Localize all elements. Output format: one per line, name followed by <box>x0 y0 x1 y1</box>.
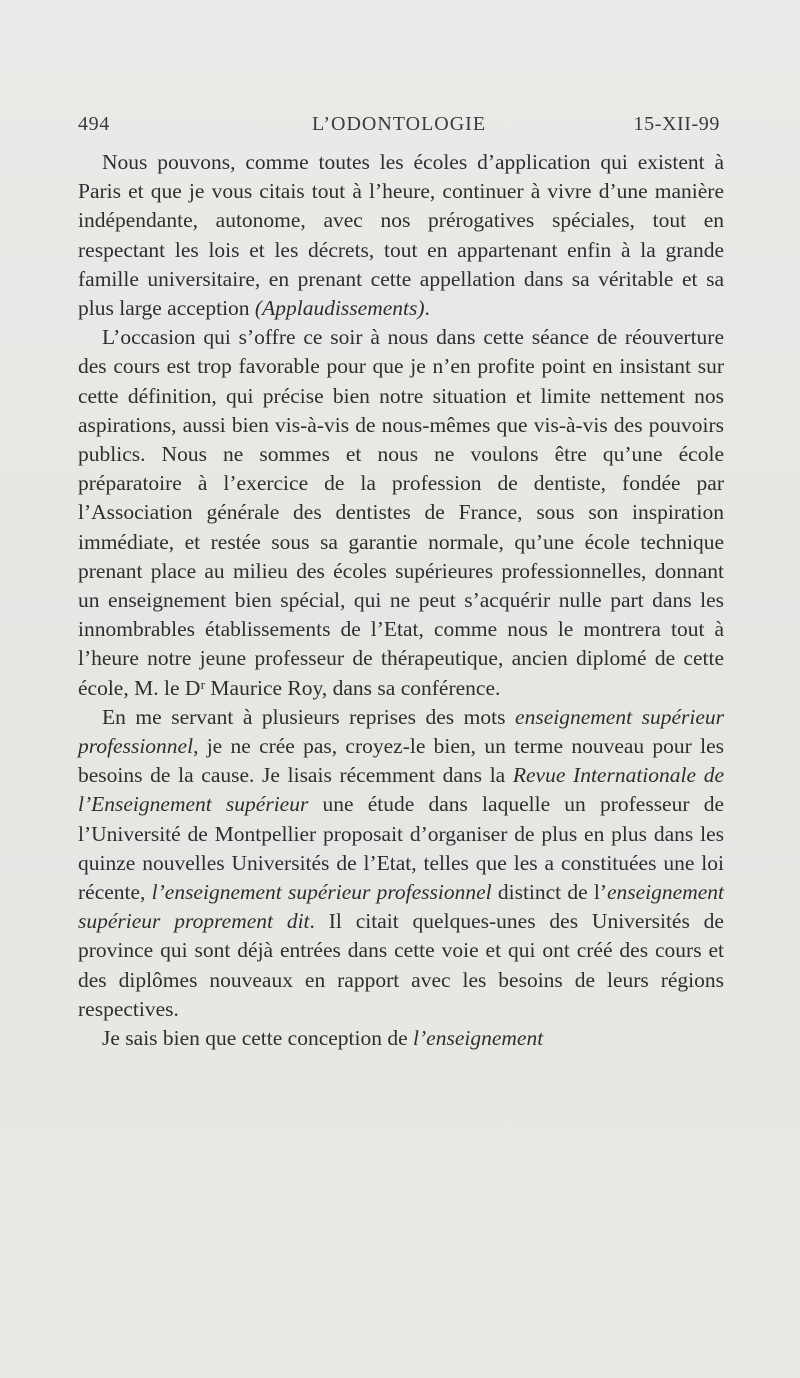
body-text <box>78 148 724 1053</box>
italic-text-run: enseignement supérieur professionnel <box>78 704 725 759</box>
issue-date: 15-XII-99 <box>633 113 720 135</box>
paragraph <box>78 148 724 323</box>
paragraph <box>78 323 724 703</box>
italic-text-run: Revue Internationale de l’Enseignement supérieur <box>78 763 724 817</box>
italic-text-run: l’enseignement supérieur professionnel <box>151 880 492 905</box>
text-run: L’occasion qui s’offre ce soir à nous dans cette séance de réouverture des cours est trop favorable pour que je n’en profite point en insistant sur cette définition, qui précise bien notre situation et limite nettement nos aspirations, aussi bien vis-à-vis de nous-mêmes que vis-à-vis des pouvoirs publics. Nous ne sommes et nous ne voulons être qu’une école préparatoire à l’exercice de la profession de dentiste, fondée par l’Association générale des dentistes de France, sous son inspiration immédiate, et restée sous sa garantie normale, qu’une école technique prenant place au milieu des écoles supérieures professionnelles, donnant un enseignement bien spécial, qui ne peut s’acquérir nulle part dans les innombrables établissements de l’Etat, comme nous le montrera tout à l’heure notre jeune professeur de thérapeutique, ancien diplomé de cette école, M. le Dʳ Maurice Roy, dans sa conférence. <box>78 325 724 700</box>
paragraph <box>78 1024 724 1053</box>
italic-text-run: (Applaudissements) <box>254 296 425 321</box>
journal-title: L’ODONTOLOGIE <box>311 113 487 135</box>
text-run: Je sais bien que cette conception de <box>102 1026 414 1051</box>
italic-text-run: enseignement supérieur proprement dit <box>78 880 724 934</box>
text-run: En me servant à plusieurs reprises des mots <box>102 704 516 729</box>
text-run: . Il citait quelques-unes des Universités de province qui sont déjà entrées dans cette voie et qui ont créé des cours et des diplômes nouveaux en rapport avec les besoins de leurs régions respectives. <box>78 909 724 1021</box>
running-head <box>78 113 720 141</box>
paragraph <box>78 703 724 1024</box>
text-run: une étude dans laquelle un professeur de l’Université de Montpellier proposait d’organiser de plus en plus dans les quinze nouvelles Universités de l’Etat, telles que les a constituées une loi récente, <box>78 792 724 905</box>
text-run: , je ne crée pas, croyez-le bien, un terme nouveau pour les besoins de la cause. Je lisais récemment dans la <box>78 734 724 788</box>
text-run: distinct de l’ <box>491 880 607 905</box>
text-run: Nous pouvons, comme toutes les écoles d’application qui existent à Paris et que je vous citais tout à l’heure, continuer à vivre d’une manière indépendante, autonome, avec nos prérogatives spéciales, tout en respectant les lois et les décrets, tout en appartenant enfin à la grande famille universitaire, en prenant cette appellation dans sa véritable et sa plus large acception <box>78 150 724 321</box>
italic-text-run: l’enseignement <box>413 1026 544 1051</box>
text-run: . <box>424 296 430 321</box>
page-number: 494 <box>78 113 110 135</box>
